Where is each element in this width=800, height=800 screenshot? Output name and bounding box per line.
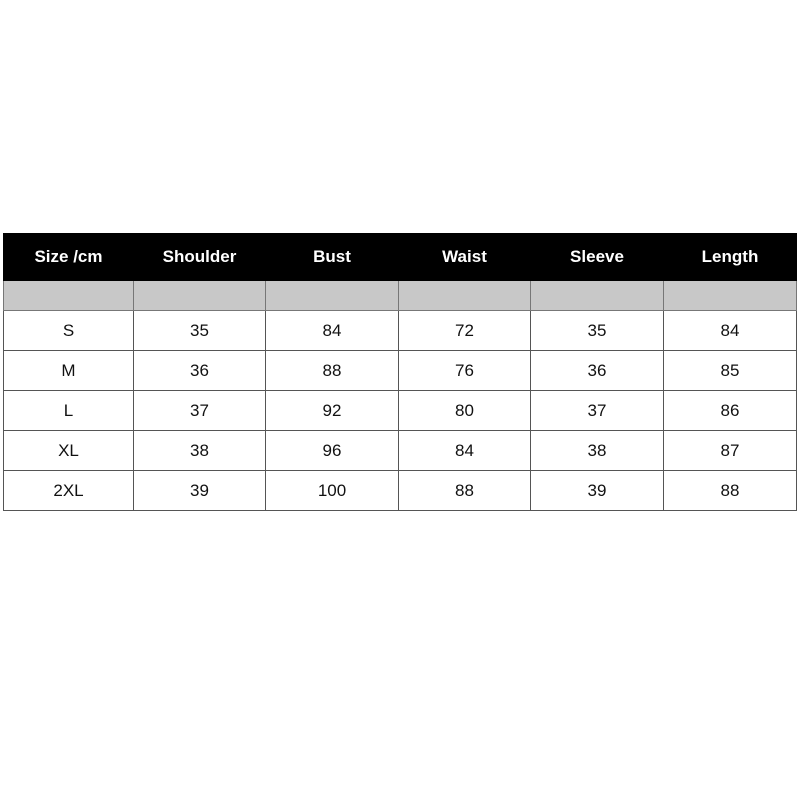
cell-length: 85: [664, 351, 797, 391]
cell-sleeve: 38: [531, 431, 664, 471]
cell-size: L: [4, 391, 134, 431]
cell-size: S: [4, 311, 134, 351]
cell-waist: 84: [399, 431, 531, 471]
cell-shoulder: 38: [134, 431, 266, 471]
spacer-cell: [266, 281, 399, 311]
header-shoulder: Shoulder: [134, 234, 266, 281]
cell-shoulder: 35: [134, 311, 266, 351]
cell-waist: 72: [399, 311, 531, 351]
cell-size: M: [4, 351, 134, 391]
cell-waist: 76: [399, 351, 531, 391]
cell-shoulder: 39: [134, 471, 266, 511]
cell-shoulder: 36: [134, 351, 266, 391]
cell-bust: 88: [266, 351, 399, 391]
cell-sleeve: 39: [531, 471, 664, 511]
table-row: [4, 431, 797, 471]
table-row: [4, 351, 797, 391]
header-sleeve: Sleeve: [531, 234, 664, 281]
table-row: [4, 311, 797, 351]
spacer-cell: [664, 281, 797, 311]
cell-length: 87: [664, 431, 797, 471]
spacer-row: [4, 281, 797, 311]
cell-size: XL: [4, 431, 134, 471]
spacer-cell: [4, 281, 134, 311]
cell-length: 86: [664, 391, 797, 431]
size-chart-table: [3, 233, 797, 511]
cell-bust: 100: [266, 471, 399, 511]
cell-sleeve: 35: [531, 311, 664, 351]
header-row: [4, 234, 797, 281]
header-waist: Waist: [399, 234, 531, 281]
cell-sleeve: 37: [531, 391, 664, 431]
cell-bust: 84: [266, 311, 399, 351]
cell-bust: 96: [266, 431, 399, 471]
cell-waist: 88: [399, 471, 531, 511]
header-length: Length: [664, 234, 797, 281]
cell-length: 88: [664, 471, 797, 511]
header-size: Size /cm: [4, 234, 134, 281]
cell-bust: 92: [266, 391, 399, 431]
cell-size: 2XL: [4, 471, 134, 511]
table-row: [4, 471, 797, 511]
cell-sleeve: 36: [531, 351, 664, 391]
table-row: [4, 391, 797, 431]
header-bust: Bust: [266, 234, 399, 281]
cell-shoulder: 37: [134, 391, 266, 431]
spacer-cell: [399, 281, 531, 311]
cell-length: 84: [664, 311, 797, 351]
spacer-cell: [531, 281, 664, 311]
spacer-cell: [134, 281, 266, 311]
cell-waist: 80: [399, 391, 531, 431]
